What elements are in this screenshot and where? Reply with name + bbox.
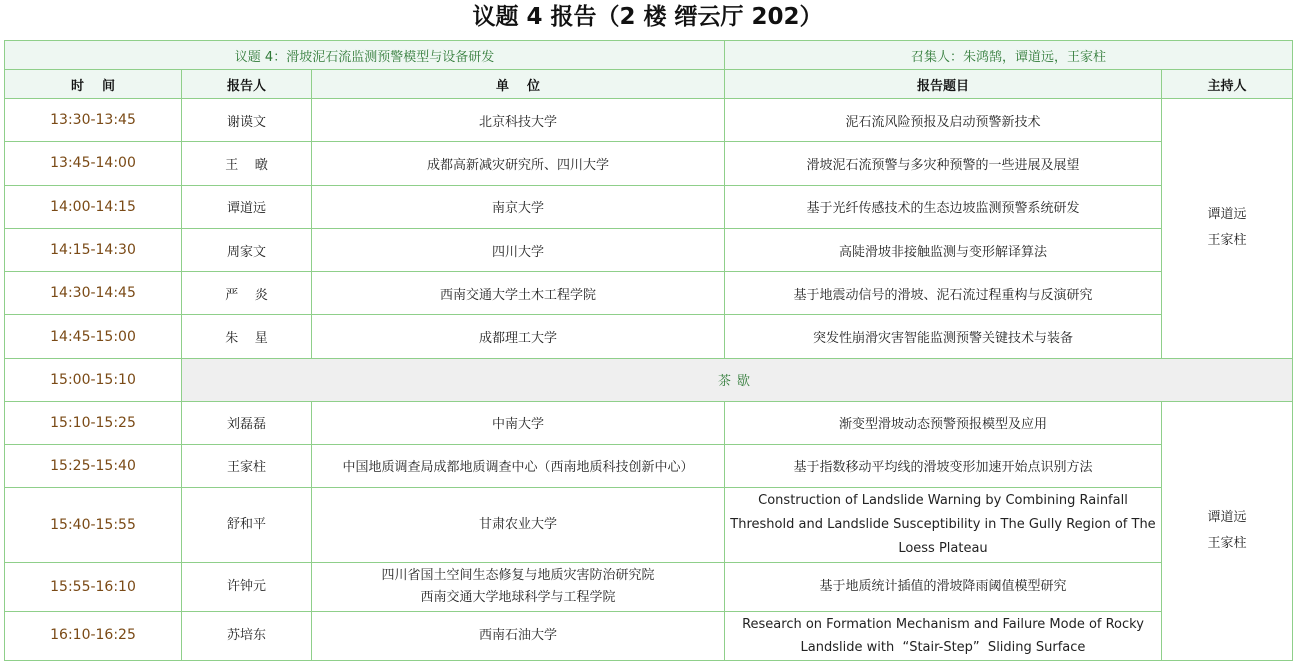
speaker-cell: 谭道远 [182,185,312,228]
unit-cell: 甘肃农业大学 [312,487,725,562]
title-line: Threshold and Landslide Susceptibility in The Gully Region of The [730,516,1156,532]
col-header-speaker: 报告人 [182,70,312,99]
title-cell: 基于指数移动平均线的滑坡变形加速开始点识别方法 [725,444,1162,487]
table-row [5,562,1293,611]
unit-cell [312,562,725,611]
agenda-table [4,40,1293,661]
title-cell: 突发性崩滑灾害智能监测预警关键技术与装备 [725,315,1162,358]
unit-cell: 西南交通大学土木工程学院 [312,272,725,315]
speaker-cell: 严 炎 [182,272,312,315]
col-header-time: 时 间 [5,70,182,99]
unit-line: 四川省国土空间生态修复与地质灾害防治研究院 [381,567,655,583]
speaker-cell: 苏培东 [182,611,312,660]
table-row [5,185,1293,228]
host-name: 谭道远 [1207,207,1247,223]
unit-cell: 北京科技大学 [312,99,725,142]
speaker-cell: 谢谟文 [182,99,312,142]
speaker-cell: 舒和平 [182,487,312,562]
table-row [5,142,1293,185]
unit-cell: 四川大学 [312,228,725,271]
host-cell [1162,401,1293,660]
title-cell: 滑坡泥石流预警与多灾种预警的一些进展及展望 [725,142,1162,185]
title-line: Construction of Landslide Warning by Combining Rainfall [758,492,1128,508]
unit-cell: 南京大学 [312,185,725,228]
speaker-cell: 朱 星 [182,315,312,358]
table-row [5,315,1293,358]
tea-break-label: 茶歇 [182,358,1293,401]
speaker-cell: 王家柱 [182,444,312,487]
column-header-row [5,70,1293,99]
unit-cell: 西南石油大学 [312,611,725,660]
time-cell: 15:25-15:40 [5,444,182,487]
speaker-cell: 王 暾 [182,142,312,185]
table-row [5,487,1293,562]
time-cell: 14:45-15:00 [5,315,182,358]
time-cell: 14:30-14:45 [5,272,182,315]
table-row [5,444,1293,487]
time-cell: 14:15-14:30 [5,228,182,271]
time-cell: 13:45-14:00 [5,142,182,185]
unit-cell: 成都高新减灾研究所、四川大学 [312,142,725,185]
speaker-cell: 周家文 [182,228,312,271]
unit-line: 西南交通大学地球科学与工程学院 [420,589,616,605]
title-line: Landslide with “Stair-Step” Sliding Surface [800,639,1086,655]
table-row [5,611,1293,660]
page-title: 议题 4 报告（2 楼 缙云厅 202） [472,4,823,30]
speaker-cell: 刘磊磊 [182,401,312,444]
table-row [5,228,1293,271]
session-header-row [5,41,1293,70]
title-cell: 高陡滑坡非接触监测与变形解译算法 [725,228,1162,271]
title-line: Research on Formation Mechanism and Failure Mode of Rocky [742,616,1144,632]
title-cell [725,487,1162,562]
time-cell: 15:55-16:10 [5,562,182,611]
unit-cell: 成都理工大学 [312,315,725,358]
host-name: 谭道远 [1207,509,1247,525]
title-cell: 基于地质统计插值的滑坡降雨阈值模型研究 [725,562,1162,611]
time-cell: 15:10-15:25 [5,401,182,444]
table-row [5,401,1293,444]
session-conveners: 召集人：朱鸿鹄，谭道远，王家柱 [725,41,1293,70]
title-line: Loess Plateau [898,540,988,556]
col-header-unit: 单 位 [312,70,725,99]
host-name: 王家柱 [1207,535,1247,551]
host-cell [1162,99,1293,359]
col-header-host: 主持人 [1162,70,1293,99]
time-cell: 15:40-15:55 [5,487,182,562]
title-cell: 泥石流风险预报及启动预警新技术 [725,99,1162,142]
session-topic: 议题 4：滑坡泥石流监测预警模型与设备研发 [5,41,725,70]
time-cell: 13:30-13:45 [5,99,182,142]
time-cell: 15:00-15:10 [5,358,182,401]
title-cell: 渐变型滑坡动态预警预报模型及应用 [725,401,1162,444]
title-cell: 基于光纤传感技术的生态边坡监测预警系统研发 [725,185,1162,228]
title-cell [725,611,1162,660]
unit-cell: 中国地质调查局成都地质调查中心（西南地质科技创新中心） [312,444,725,487]
table-row [5,99,1293,142]
table-row [5,272,1293,315]
speaker-cell: 许钟元 [182,562,312,611]
title-cell: 基于地震动信号的滑坡、泥石流过程重构与反演研究 [725,272,1162,315]
unit-cell: 中南大学 [312,401,725,444]
time-cell: 14:00-14:15 [5,185,182,228]
host-name: 王家柱 [1207,233,1247,249]
col-header-title: 报告题目 [725,70,1162,99]
time-cell: 16:10-16:25 [5,611,182,660]
break-row [5,358,1293,401]
